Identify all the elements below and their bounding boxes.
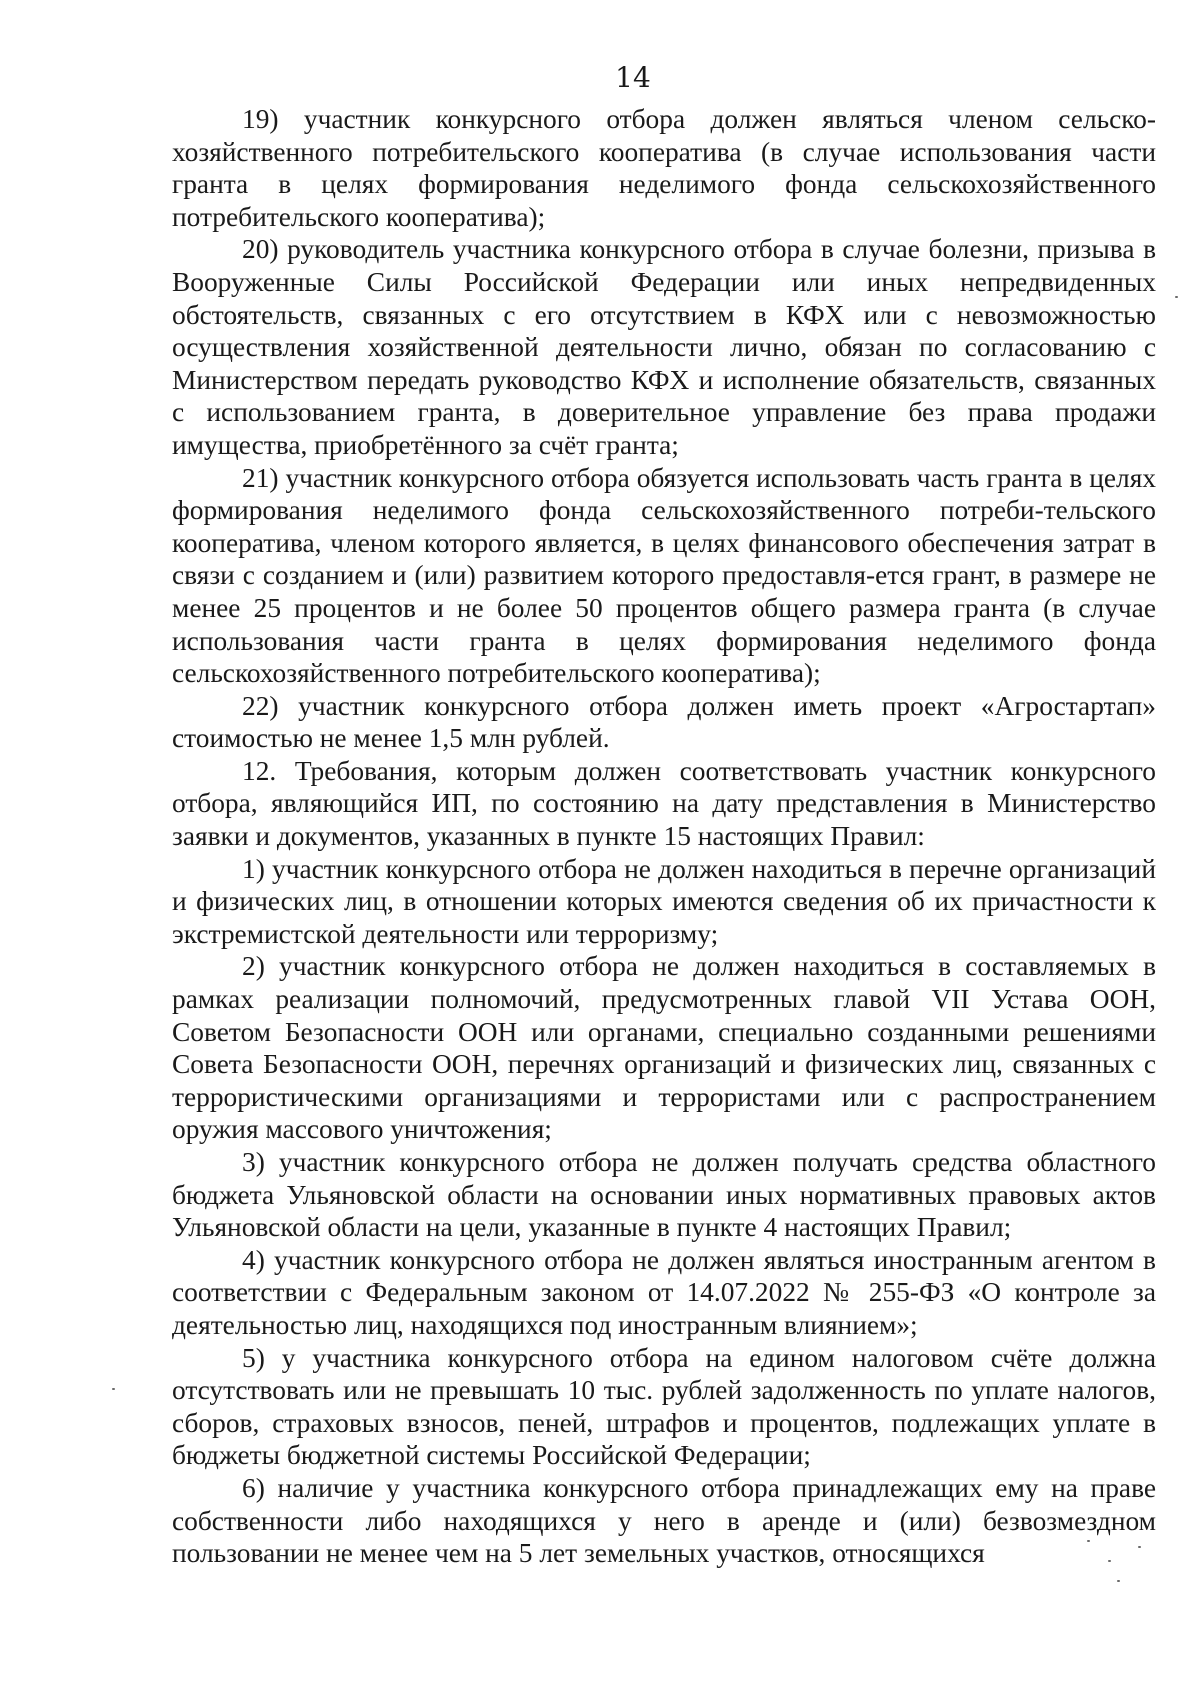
paragraph-20: 20) руководитель участника конкурсного отбора в случае болезни, призыва в Вооруженные Силы Российской Федерации или иных непредвиденных обстоятельств, связанных с его отсутствием в КФХ или с невозможностью осуществления хозяйственной деятельности лично, обязан по согласованию с Министерством передать руководство КФХ и исполнение обязательств, связанных с использованием гранта, в доверительное управление без права продажи имущества, приобретённого за счёт гранта;	[172, 234, 1156, 460]
paragraph-section-12: 12. Требования, которым должен соответствовать участник конкурсного отбора, являющийся ИП, по состоянию на дату представления в Министерство заявки и документов, указанных в пункте 15 настоящих Правил:	[172, 755, 1156, 852]
scan-speck	[1117, 1580, 1120, 1582]
scan-speck	[1175, 296, 1178, 298]
paragraph-22: 22) участник конкурсного отбора должен иметь проект «Агростартап» стоимостью не менее 1,5 млн рублей.	[172, 690, 1156, 754]
paragraph-19: 19) участник конкурсного отбора должен являться членом сельско-хозяйственного потребительского кооператива (в случае использования части гранта в целях формирования неделимого фонда сельскохозяйственного потребительского кооператива);	[172, 104, 1156, 232]
paragraph-12-4: 4) участник конкурсного отбора не должен являться иностранным агентом в соответствии с Федеральным законом от 14.07.2022 № 255-ФЗ «О контроле за деятельностью лиц, находящихся под иностранным влиянием»;	[172, 1244, 1156, 1340]
scan-speck	[1108, 1560, 1111, 1562]
scan-speck	[112, 1388, 115, 1390]
scan-speck	[1138, 1546, 1141, 1548]
paragraph-21: 21) участник конкурсного отбора обязуется использовать часть гранта в целях формирования неделимого фонда сельскохозяйственного потреби-тельского кооператива, членом которого является, в целях финансового обеспечения затрат в связи с созданием и (или) развитием которого предоставля-ется грант, в размере не менее 25 процентов и не более 50 процентов общего размера гранта (в случае использования части гранта в целях формирования неделимого фонда сельскохозяйственного потребительского кооператива);	[172, 462, 1156, 689]
document-body	[172, 103, 1156, 1570]
page-number: 14	[615, 61, 651, 94]
paragraph-12-3: 3) участник конкурсного отбора не должен получать средства областного бюджета Ульяновской области на основании иных нормативных правовых актов Ульяновской области на цели, указанные в пункте 4 настоящих Правил;	[172, 1147, 1156, 1243]
paragraph-12-6: 6) наличие у участника конкурсного отбора принадлежащих ему на праве собственности либо находящихся у него в аренде и (или) безвозмездном пользовании не менее чем на 5 лет земельных участков, относящихся	[172, 1472, 1156, 1569]
paragraph-12-2: 2) участник конкурсного отбора не должен находиться в составляемых в рамках реализации полномочий, предусмотренных главой VII Устава ООН, Советом Безопасности ООН или органами, специально созданными решениями Совета Безопасности ООН, перечнях организаций и физических лиц, связанных с террористическими организациями и террористами или с распространением оружия массового уничтожения;	[172, 951, 1156, 1145]
paragraph-12-1: 1) участник конкурсного отбора не должен находиться в перечне организаций и физических лиц, в отношении которых имеются сведения об их причастности к экстремистской деятельности или терроризму;	[172, 853, 1156, 949]
paragraph-12-5: 5) у участника конкурсного отбора на едином налоговом счёте должна отсутствовать или не превышать 10 тыс. рублей задолженность по уплате налогов, сборов, страховых взносов, пеней, штрафов и процентов, подлежащих уплате в бюджеты бюджетной системы Российской Федерации;	[172, 1342, 1156, 1471]
scan-speck	[1087, 1540, 1090, 1542]
